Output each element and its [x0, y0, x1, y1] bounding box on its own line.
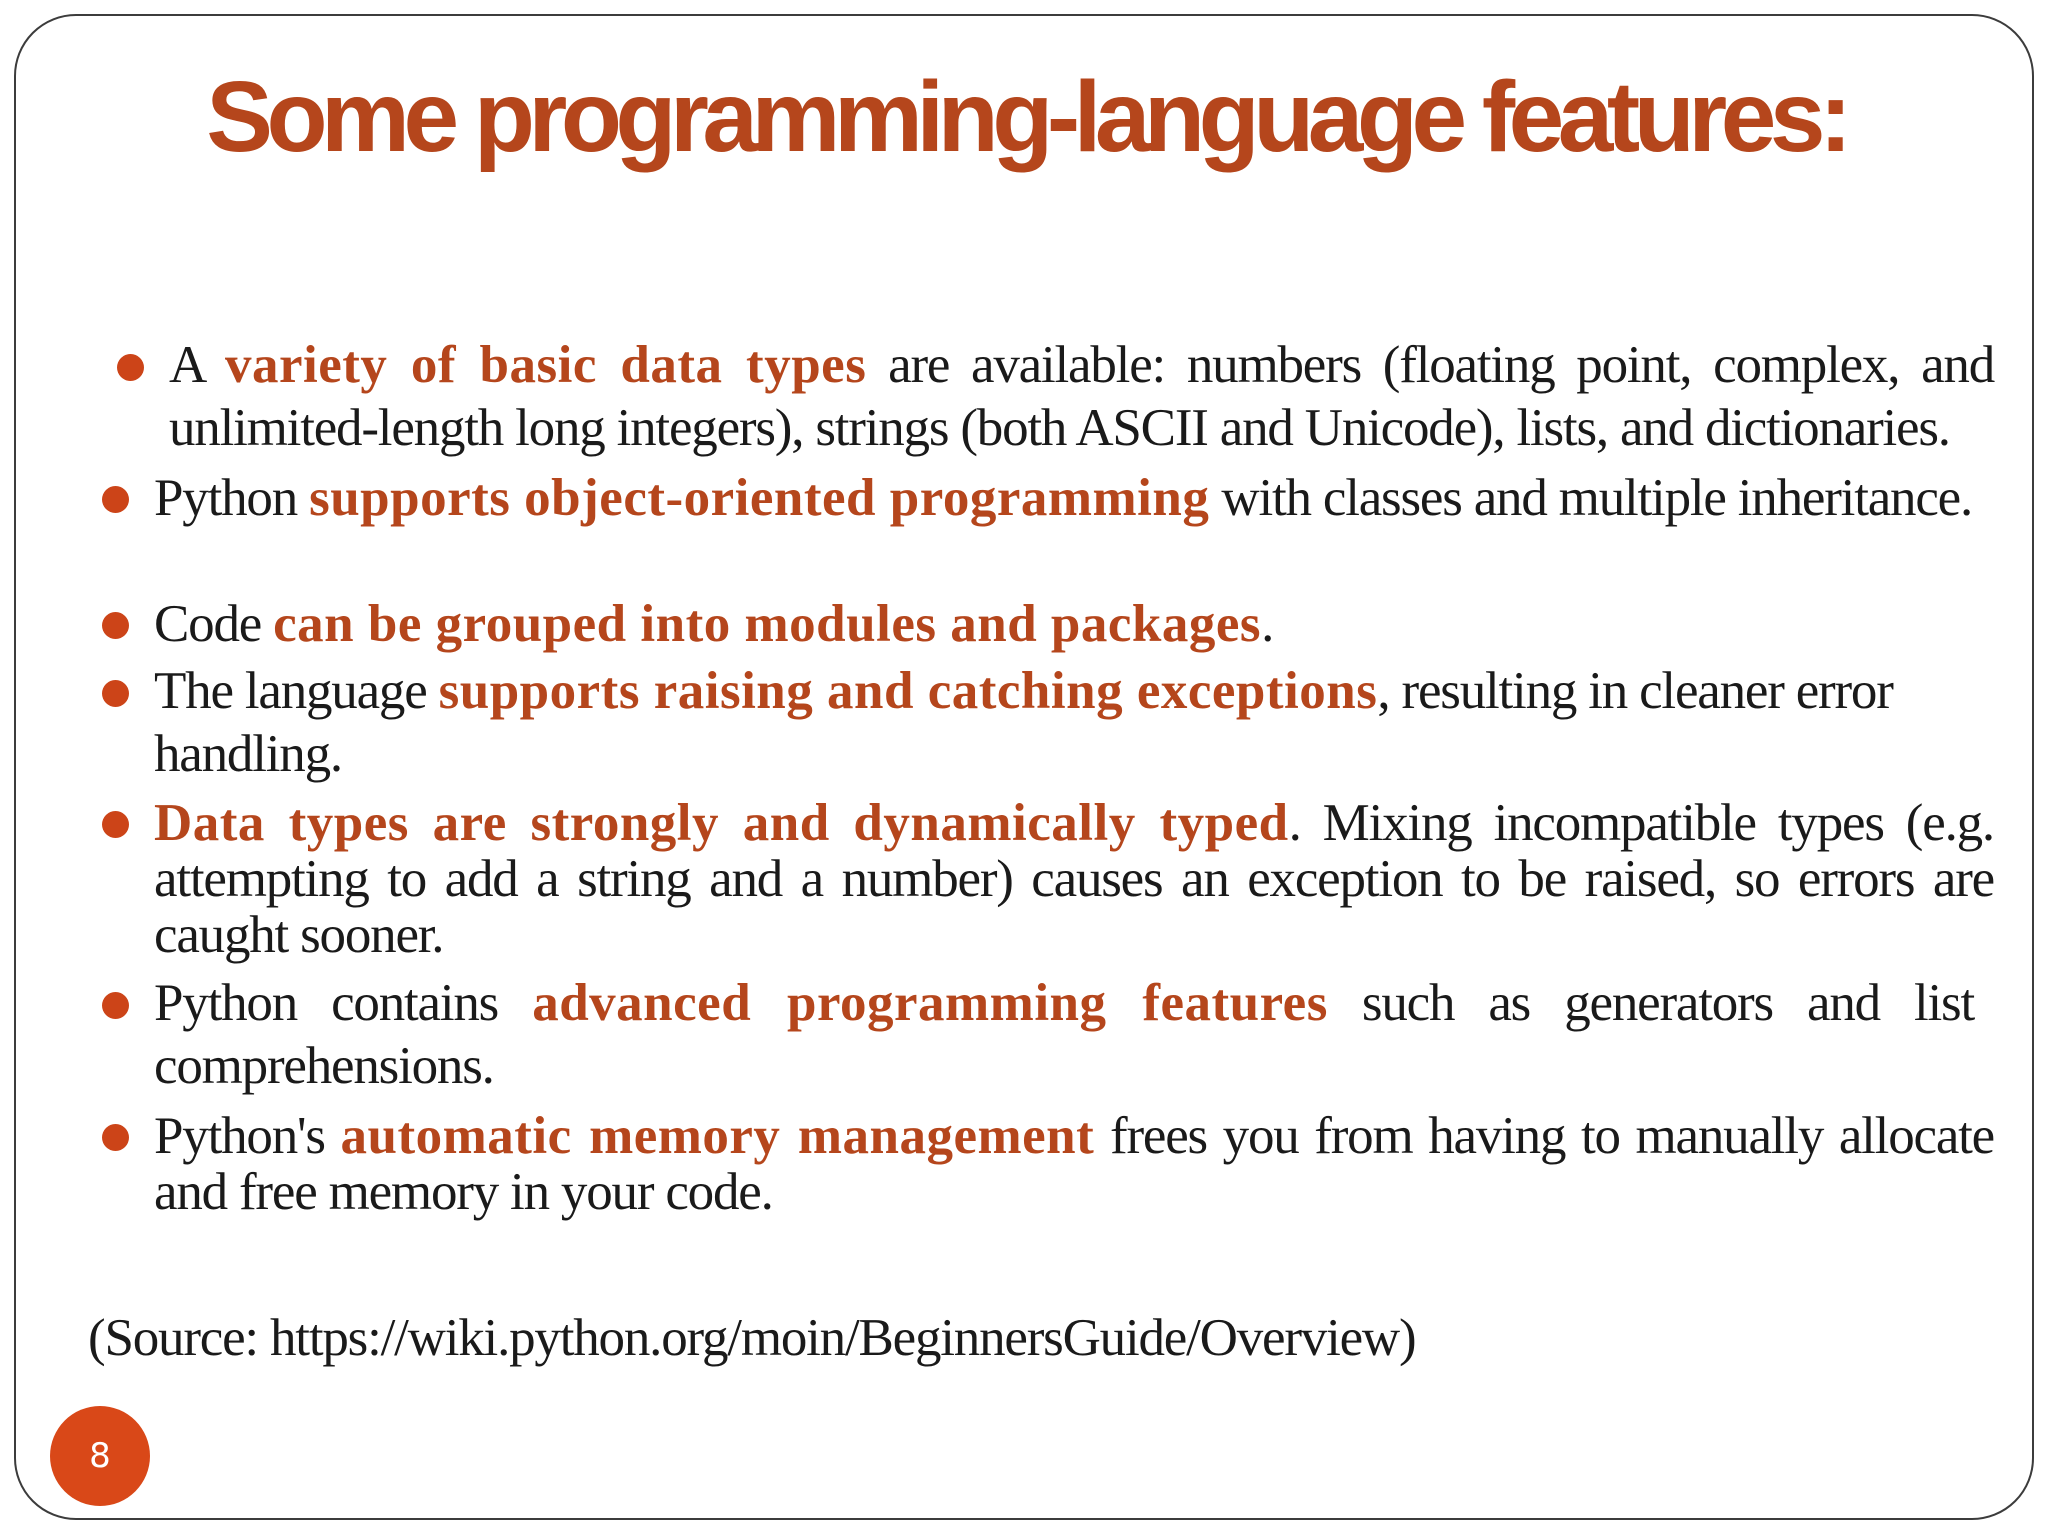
bullet-item: [154, 1108, 1994, 1220]
bullet-item: [154, 596, 1994, 652]
bullet-dot-icon: [102, 486, 129, 513]
bullet-text: , resulting in cleaner error handling.: [154, 662, 1893, 783]
bullet-highlight: can be grouped into modules and packages: [273, 595, 1262, 653]
bullet-highlight: Data types are strongly and dynamically typed: [154, 794, 1289, 852]
page-number-badge: 8: [50, 1406, 150, 1506]
bullet-item: [169, 334, 1994, 460]
bullet-text: . Mixing incompatible types (e.g. attempting to add a string and a number) causes an exception to be raised, so errors are caught sooner.: [154, 794, 1994, 964]
bullet-text: A: [169, 336, 225, 394]
bullet-highlight: advanced programming features: [532, 974, 1328, 1032]
bullet-text: with classes and multiple inheritance.: [1209, 469, 1973, 527]
bullet-highlight: supports object-oriented programming: [309, 469, 1210, 527]
bullet-dot-icon: [102, 992, 129, 1019]
slide-title: Some programming-language features:: [206, 61, 1846, 173]
bullet-highlight: automatic memory management: [340, 1107, 1095, 1165]
source-citation: (Source: https://wiki.python.org/moin/BeginnersGuide/Overview): [88, 1309, 1416, 1367]
bullet-item: [154, 795, 1994, 963]
bullet-dot-icon: [102, 1124, 129, 1151]
bullet-text: such as generators and list comprehensions.: [154, 974, 1975, 1095]
bullet-text: frees you from having to manually allocate and free memory in your code.: [154, 1107, 1995, 1221]
bullet-highlight: supports raising and catching exceptions: [438, 662, 1378, 720]
bullet-text: The language: [154, 662, 439, 720]
bullet-text: Python: [154, 469, 310, 527]
bullet-dot-icon: [102, 811, 129, 838]
slide-frame: [14, 14, 2034, 1520]
bullet-item: [154, 972, 1974, 1098]
bullet-text: Python's: [154, 1107, 341, 1165]
bullet-dot-icon: [102, 680, 129, 707]
bullet-text: Python contains: [154, 974, 533, 1032]
bullet-dot-icon: [117, 354, 144, 381]
bullet-highlight: variety of basic data types: [224, 336, 867, 394]
bullet-text: Code: [154, 595, 274, 653]
bullet-list: [16, 16, 2032, 1518]
bullet-item: [154, 470, 1994, 526]
bullet-dot-icon: [102, 612, 129, 639]
bullet-text: .: [1261, 595, 1274, 653]
bullet-text: are available: numbers (floating point, complex, and unlimited-length long integers), strings (both ASCII and Unicode), lists, and dictionaries.: [169, 336, 1995, 457]
bullet-item: [154, 660, 1994, 786]
